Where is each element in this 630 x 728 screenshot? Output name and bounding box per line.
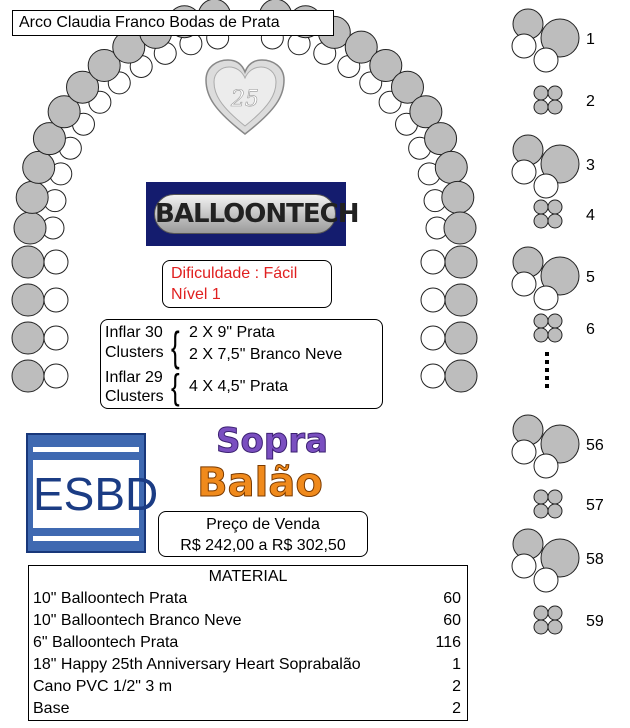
inflate-group2-item1: 4 X 4,5" Prata (189, 378, 289, 395)
arch-balloon-silver (445, 360, 477, 392)
ellipsis-dot (545, 376, 549, 380)
price-value: R$ 242,00 a R$ 302,50 (180, 537, 346, 554)
arch-balloon-silver (23, 151, 55, 183)
sopra-logo-line1: Sopra (216, 421, 328, 461)
cluster-balloon-white (512, 440, 536, 464)
cluster-sequence (500, 0, 630, 728)
cluster-balloon-silver (548, 606, 562, 620)
table-row (29, 610, 467, 632)
cluster-balloon-silver (548, 620, 562, 634)
cluster-balloon-silver (534, 100, 548, 114)
cluster-balloon-white (534, 48, 558, 72)
cluster-number: 6 (586, 321, 595, 338)
cluster-balloon-silver (548, 490, 562, 504)
ellipsis-dot (545, 360, 549, 364)
esbd-stripe (33, 447, 139, 452)
ellipsis-dot (545, 384, 549, 388)
arch-balloon-white (44, 364, 68, 388)
cluster-balloon-silver (534, 620, 548, 634)
arch-balloon-silver (445, 246, 477, 278)
inflate-instructions (100, 319, 383, 409)
material-qty: 2 (452, 678, 461, 695)
arch-balloon-silver (12, 322, 44, 354)
brace-icon: { (171, 322, 180, 371)
price-box (158, 511, 368, 557)
arch-balloon-silver (445, 284, 477, 316)
material-name: 10" Balloontech Branco Neve (33, 612, 242, 629)
cluster-number: 2 (586, 93, 595, 110)
arch-balloon-silver (444, 212, 476, 244)
cluster-balloon-silver (534, 86, 548, 100)
material-table (28, 565, 468, 721)
cluster-number: 57 (586, 497, 604, 514)
material-qty: 60 (443, 590, 461, 607)
cluster-balloon-silver (548, 86, 562, 100)
cluster-balloon-silver (548, 200, 562, 214)
table-row (29, 698, 467, 720)
esbd-logo-text: ESBD (33, 460, 139, 528)
cluster-balloon-white (534, 286, 558, 310)
inflate-group1-label-a: Inflar 30 (105, 324, 163, 341)
esbd-stripe (33, 536, 139, 541)
cluster-balloon-silver (534, 214, 548, 228)
cluster-balloon-silver (548, 504, 562, 518)
cluster-number: 4 (586, 207, 595, 224)
difficulty-box (162, 260, 332, 308)
table-row (29, 632, 467, 654)
material-header: MATERIAL (208, 568, 288, 585)
material-qty: 2 (452, 700, 461, 717)
cluster-balloon-silver (548, 214, 562, 228)
arch-balloon-white (44, 250, 68, 274)
cluster-balloon-silver (534, 328, 548, 342)
inflate-group2-label-a: Inflar 29 (105, 369, 163, 386)
table-row (29, 676, 467, 698)
heart-25-text: 25 (231, 87, 259, 112)
cluster-balloon-white (512, 160, 536, 184)
arch-balloon-silver (12, 284, 44, 316)
heart-balloon-icon (204, 58, 286, 138)
material-qty: 1 (452, 656, 461, 673)
arch-balloon-silver (445, 322, 477, 354)
inflate-group1-item1: 2 X 9" Prata (189, 324, 275, 341)
cluster-balloon-white (512, 272, 536, 296)
ellipsis-dot (545, 368, 549, 372)
arch-balloon-white (421, 250, 445, 274)
material-name: 18" Happy 25th Anniversary Heart Soprabalão (33, 656, 361, 673)
material-name: Base (33, 700, 70, 717)
cluster-balloon-silver (548, 328, 562, 342)
material-name: 6" Balloontech Prata (33, 634, 179, 651)
brace-icon: { (171, 365, 180, 408)
inflate-group1-label-b: Clusters (105, 344, 164, 361)
cluster-balloon-silver (548, 314, 562, 328)
material-name: 10" Balloontech Prata (33, 590, 188, 607)
cluster-balloon-white (512, 34, 536, 58)
arch-balloon-silver (12, 246, 44, 278)
cluster-number: 58 (586, 551, 604, 568)
arch-balloon-silver (16, 181, 48, 213)
inflate-group1-item2: 2 X 7,5" Branco Neve (189, 346, 343, 363)
cluster-balloon-silver (534, 504, 548, 518)
arch-balloon-white (421, 364, 445, 388)
balloontech-logo-text: BALLOONTECH (154, 194, 336, 234)
cluster-number: 59 (586, 613, 604, 630)
arch-balloon-white (421, 326, 445, 350)
ellipsis-dot (545, 352, 549, 356)
arch-balloon-silver (14, 212, 46, 244)
sopra-logo-line2: Balão (197, 460, 323, 506)
difficulty-label: Dificuldade : Fácil (171, 265, 298, 282)
sopra-balao-logo (188, 418, 348, 508)
cluster-number: 56 (586, 437, 604, 454)
cluster-balloon-white (534, 174, 558, 198)
page-title: Arco Claudia Franco Bodas de Prata (12, 10, 334, 36)
arch-balloon-silver (425, 123, 457, 155)
cluster-balloon-silver (534, 606, 548, 620)
material-qty: 116 (435, 634, 461, 651)
price-label: Preço de Venda (206, 516, 320, 533)
cluster-balloon-silver (534, 314, 548, 328)
arch-balloon-white (44, 288, 68, 312)
cluster-number: 1 (586, 31, 595, 48)
arch-balloon-white (44, 326, 68, 350)
table-row (29, 588, 467, 610)
cluster-balloon-white (534, 454, 558, 478)
table-row (29, 654, 467, 676)
inflate-group2-label-b: Clusters (105, 388, 164, 405)
cluster-balloon-silver (548, 100, 562, 114)
material-qty: 60 (443, 612, 461, 629)
difficulty-level: Nível 1 (171, 286, 221, 303)
arch-balloon-silver (442, 181, 474, 213)
cluster-number: 3 (586, 157, 595, 174)
arch-balloon-silver (12, 360, 44, 392)
arch-balloon-silver (435, 151, 467, 183)
material-name: Cano PVC 1/2" 3 m (33, 678, 173, 695)
balloontech-logo (146, 182, 359, 246)
cluster-number: 5 (586, 269, 595, 286)
cluster-balloon-white (534, 568, 558, 592)
cluster-balloon-silver (534, 490, 548, 504)
cluster-balloon-silver (534, 200, 548, 214)
arch-balloon-white (421, 288, 445, 312)
esbd-logo (26, 433, 159, 553)
cluster-balloon-white (512, 554, 536, 578)
